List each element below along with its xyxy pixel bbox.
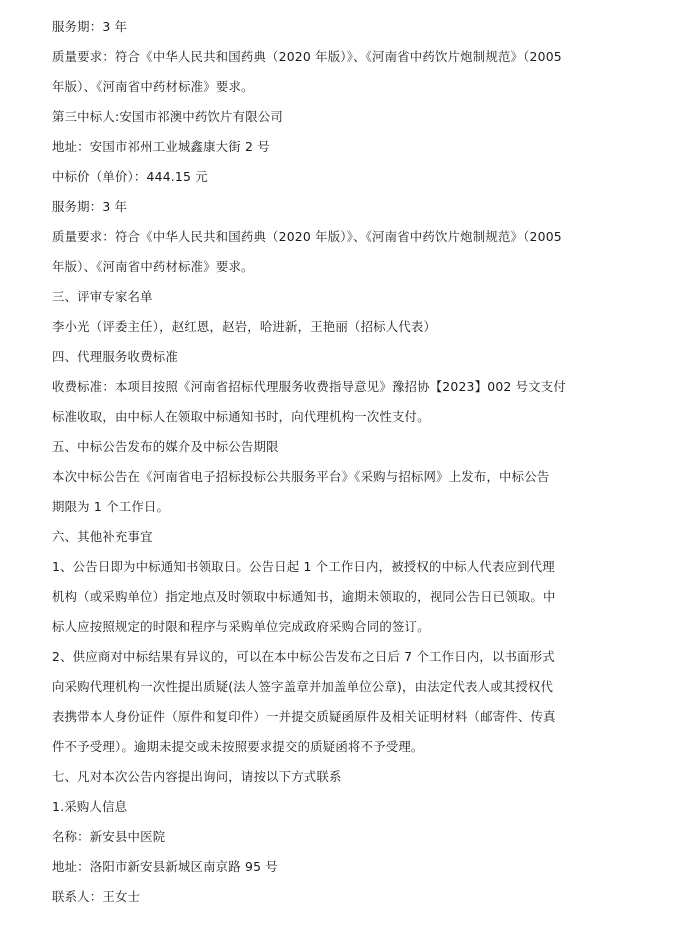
text-line: 地址：洛阳市新安县新城区南京路 95 号 <box>52 859 278 874</box>
text-line: 联系人：王女士 <box>52 889 141 904</box>
text-line: 名称：新安县中医院 <box>52 829 166 844</box>
text-line: 件不予受理）。逾期未提交或未按照要求提交的质疑函将不予受理。 <box>52 739 424 754</box>
text-line: 2、供应商对中标结果有异议的，可以在本中标公告发布之日后 7 个工作日内，以书面形式 <box>52 649 555 664</box>
text-line: 服务期：3 年 <box>52 19 128 34</box>
text-line: 标准收取，由中标人在领取中标通知书时，向代理机构一次性支付。 <box>52 409 430 424</box>
section-heading: 五、中标公告发布的媒介及中标公告期限 <box>52 439 279 454</box>
text-line: 期限为 1 个工作日。 <box>52 499 170 514</box>
text-line: 地址：安国市祁州工业城鑫康大街 2 号 <box>52 139 270 154</box>
text-line: 本次中标公告在《河南省电子招标投标公共服务平台》《采购与招标网》上发布，中标公告 <box>52 469 550 484</box>
text-line: 质量要求：符合《中华人民共和国药典（2020 年版）》、《河南省中药饮片炮制规范》（2005 <box>52 49 562 64</box>
section-heading: 四、代理服务收费标准 <box>52 349 178 364</box>
section-heading: 六、其他补充事宜 <box>52 529 153 544</box>
text-line: 收费标准：本项目按照《河南省招标代理服务收费指导意见》豫招协【2023】002 号文支付 <box>52 379 566 394</box>
section-heading: 三、评审专家名单 <box>52 289 153 304</box>
text-line: 李小光（评委主任），赵红恩，赵岩，哈进新，王艳丽（招标人代表） <box>52 319 437 334</box>
text-line: 年版）、《河南省中药材标准》要求。 <box>52 79 254 94</box>
text-line: 年版）、《河南省中药材标准》要求。 <box>52 259 254 274</box>
text-line: 表携带本人身份证件（原件和复印件）一并提交质疑函原件及相关证明材料（邮寄件、传真 <box>52 709 556 724</box>
text-line: 质量要求：符合《中华人民共和国药典（2020 年版）》、《河南省中药饮片炮制规范》（2005 <box>52 229 562 244</box>
text-line: 第三中标人:安国市祁澳中药饮片有限公司 <box>52 109 284 124</box>
text-line: 向采购代理机构一次性提出质疑(法人签字盖章并加盖单位公章)，由法定代表人或其授权代 <box>52 679 554 694</box>
text-line: 服务期：3 年 <box>52 199 128 214</box>
text-line: 中标价（单价）：444.15 元 <box>52 169 208 184</box>
section-heading: 七、凡对本次公告内容提出询问，请按以下方式联系 <box>52 769 342 784</box>
text-line: 1.采购人信息 <box>52 799 128 814</box>
text-line: 1、公告日即为中标通知书领取日。公告日起 1 个工作日内，被授权的中标人代表应到代理 <box>52 559 555 574</box>
text-line: 机构（或采购单位）指定地点及时领取中标通知书，逾期未领取的，视同公告日已领取。中 <box>52 589 556 604</box>
text-line: 标人应按照规定的时限和程序与采购单位完成政府采购合同的签订。 <box>52 619 430 634</box>
